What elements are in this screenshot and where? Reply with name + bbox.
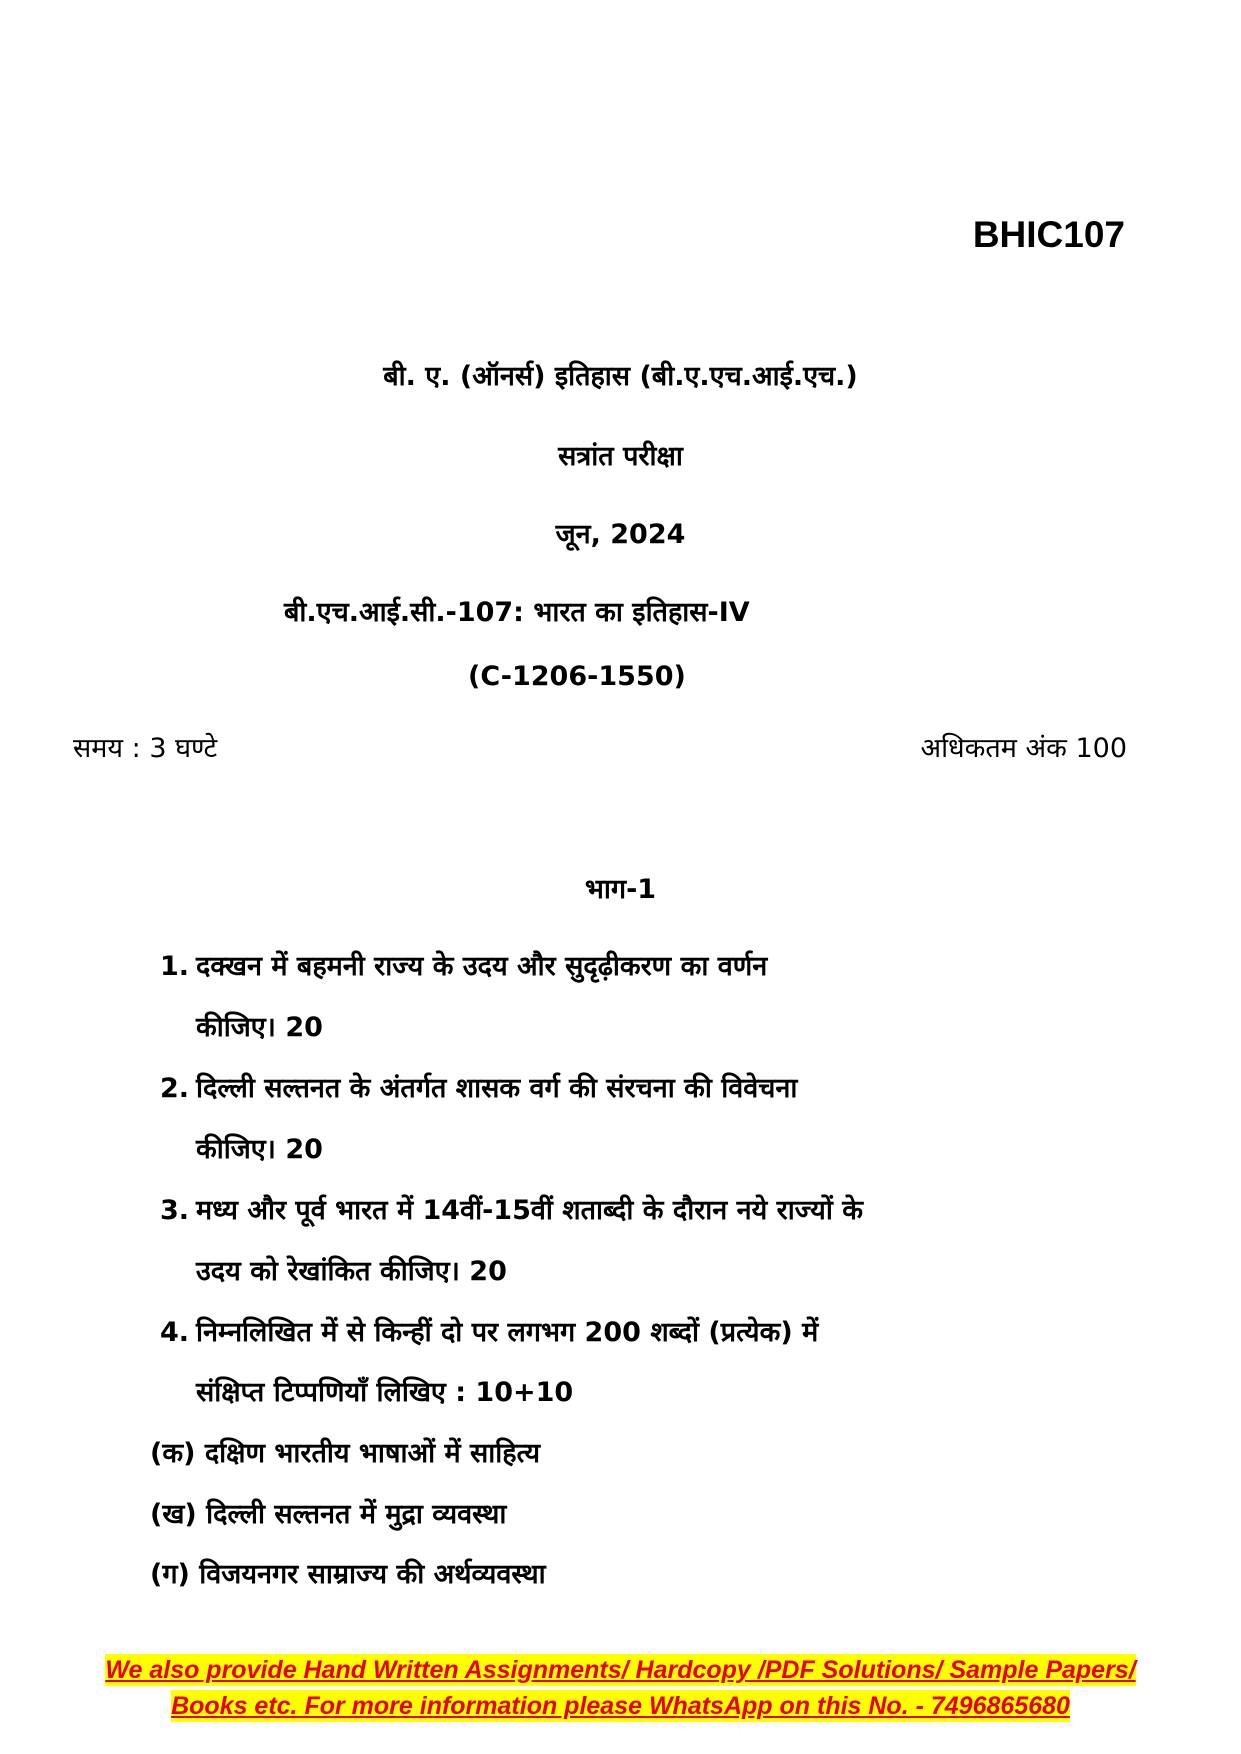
question-1	[160, 946, 767, 983]
promo-footer-line-1	[0, 1656, 1241, 1685]
question-text: दक्खन में बहमनी राज्य के उदय और सुदृढ़ीकरण का वर्णन	[196, 951, 768, 982]
section-title: भाग-1	[584, 874, 657, 905]
question-2-cont: कीजिए। 20	[196, 1134, 323, 1165]
max-marks: अधिकतम अंक 100	[920, 733, 1127, 764]
question-number: 1.	[160, 951, 190, 982]
question-text: मध्य और पूर्व भारत में 14वीं-15वीं शताब्दी के दौरान नये राज्यों के	[196, 1195, 863, 1226]
question-3-cont: उदय को रेखांकित कीजिए। 20	[196, 1256, 507, 1287]
time-allowed: समय : 3 घण्टे	[73, 733, 218, 764]
question-4-cont: संक्षिप्त टिप्पणियाँ लिखिए : 10+10	[196, 1377, 574, 1408]
question-4	[160, 1312, 818, 1349]
exam-session: जून, 2024	[555, 519, 686, 550]
promo-text: Books etc. For more information please WhatsApp on this No. - 7496865680	[171, 1692, 1070, 1720]
question-number: 2.	[160, 1073, 190, 1104]
course-period: (C-1206-1550)	[468, 661, 686, 692]
programme-title: बी. ए. (ऑनर्स) इतिहास (बी.ए.एच.आई.एच.)	[383, 361, 858, 392]
question-3	[160, 1190, 863, 1227]
course-code: BHIC107	[972, 214, 1125, 255]
promo-text: We also provide Hand Written Assignments/ Hardcopy /PDF Solutions/ Sample Papers/	[105, 1656, 1136, 1684]
question-text: निम्नलिखित में से किन्हीं दो पर लगभग 200 शब्दों (प्रत्येक) में	[196, 1317, 819, 1348]
sub-item-kha: (ख) दिल्ली सल्तनत में मुद्रा व्यवस्था	[150, 1499, 507, 1530]
sub-item-ka: (क) दक्षिण भारतीय भाषाओं में साहित्य	[150, 1438, 541, 1469]
exam-title: सत्रांत परीक्षा	[558, 441, 683, 472]
question-1-cont: कीजिए। 20	[196, 1012, 323, 1043]
sub-item-ga: (ग) विजयनगर साम्राज्य की अर्थव्यवस्था	[150, 1559, 546, 1590]
question-2	[160, 1068, 797, 1105]
question-number: 4.	[160, 1317, 190, 1348]
question-text: दिल्ली सल्तनत के अंतर्गत शासक वर्ग की संरचना की विवेचना	[196, 1073, 798, 1104]
question-number: 3.	[160, 1195, 190, 1226]
promo-footer-line-2	[0, 1692, 1241, 1721]
course-title: बी.एच.आई.सी.-107: भारत का इतिहास-IV	[284, 597, 750, 628]
